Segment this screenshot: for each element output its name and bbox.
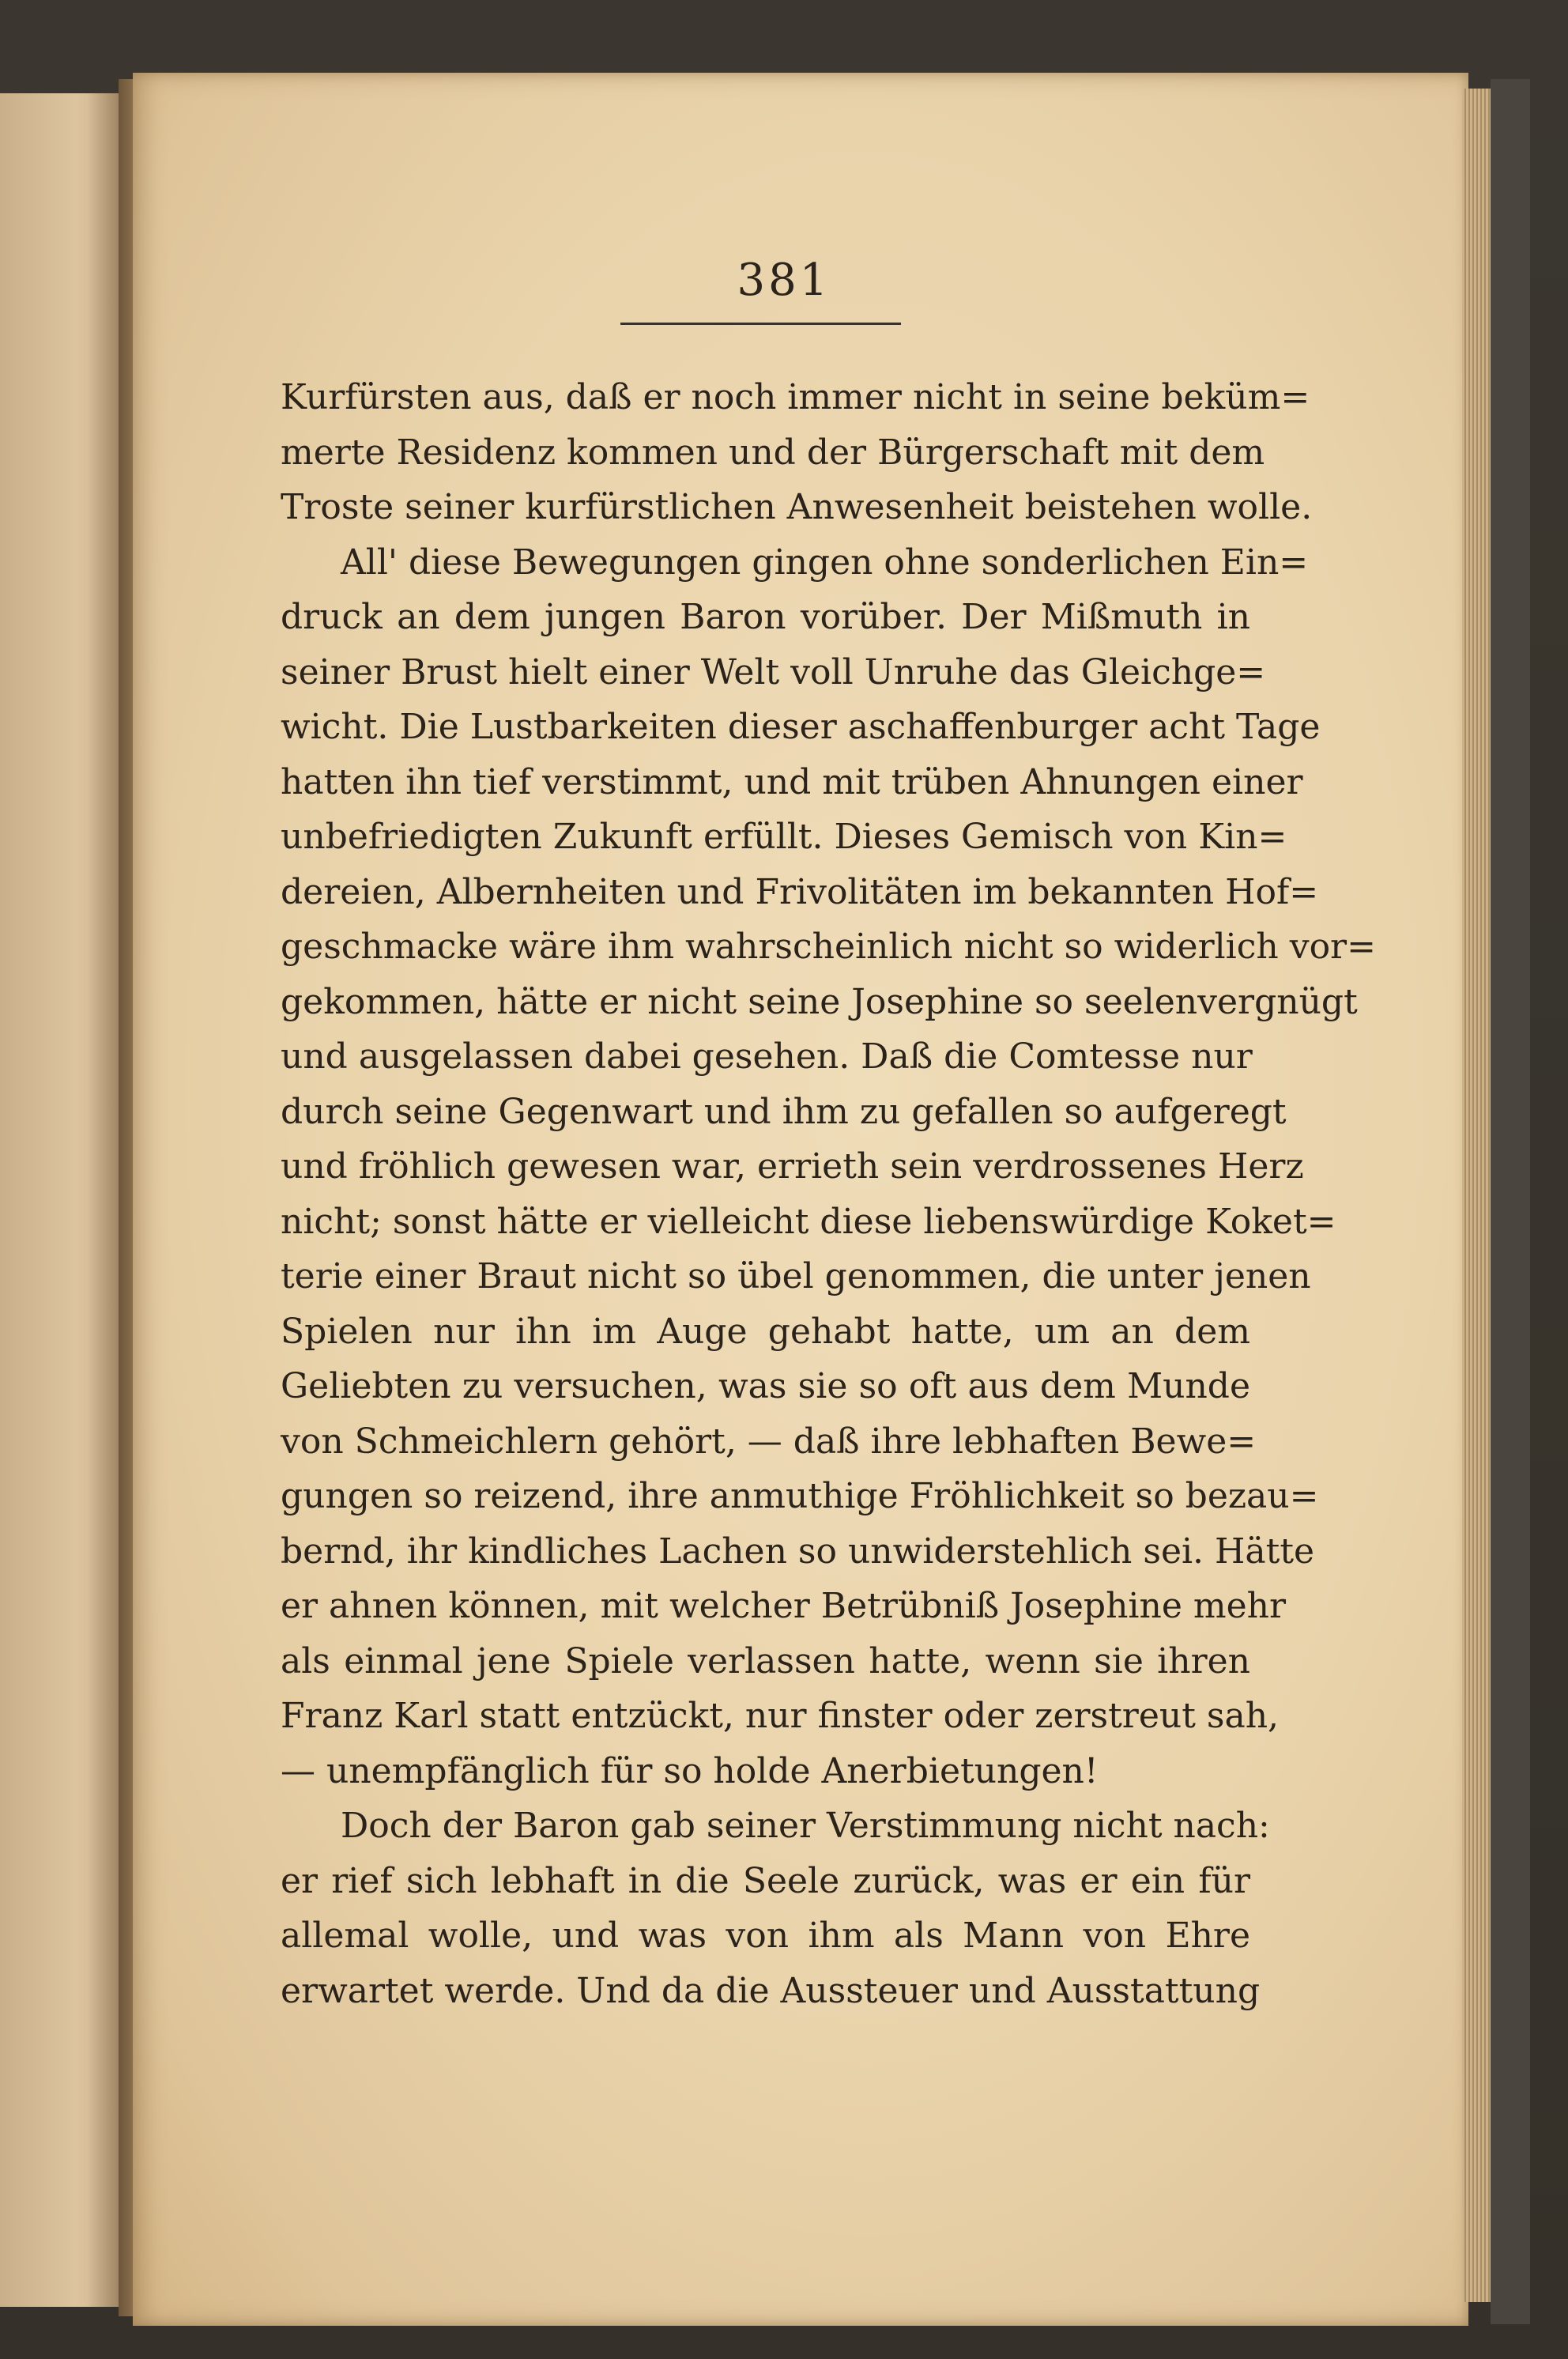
- text-line: gekommen, hätte er nicht seine Josephine so seelenvergnügt: [281, 981, 1358, 1022]
- text-line: Geliebten zu versuchen, was sie so oft aus dem Munde: [281, 1366, 1250, 1406]
- text-line: Franz Karl statt entzückt, nur finster oder zerstreut sah,: [281, 1696, 1280, 1736]
- text-line: unbefriedigten Zukunft erfüllt. Dieses Gemisch von Kin=: [281, 817, 1287, 857]
- text-line: seiner Brust hielt einer Welt voll Unruhe das Gleichge=: [281, 651, 1266, 693]
- text-line: dereien, Albernheiten und Frivolitäten im bekannten Hof=: [281, 871, 1319, 912]
- text-line: — unempfänglich für so holde Anerbietungen!: [281, 1750, 1099, 1791]
- text-line: bernd, ihr kindliches Lachen so unwiderstehlich sei. Hätte: [281, 1531, 1315, 1572]
- text-line: Troste seiner kurfürstlichen Anwesenheit beistehen wolle.: [281, 487, 1313, 527]
- text-line: durch seine Gegenwart und ihm zu gefallen so aufgeregt: [281, 1091, 1287, 1132]
- text-line: er rief sich lebhaft in die Seele zurück, was er ein für: [281, 1860, 1250, 1901]
- page-stack-edge: [1462, 89, 1491, 2302]
- text-line: hatten ihn tief verstimmt, und mit trüben Ahnungen einer: [281, 761, 1303, 802]
- text-line: Doch der Baron gab seiner Verstimmung nicht nach:: [341, 1806, 1270, 1846]
- text-line: Kurfürsten aus, daß er noch immer nicht in seine beküm=: [281, 377, 1310, 417]
- text-line: geschmacke wäre ihm wahrscheinlich nicht so widerlich vor=: [281, 927, 1376, 967]
- text-line: druck an dem jungen Baron vorüber. Der Mißmuth in: [281, 597, 1250, 637]
- text-line: nicht; sonst hätte er vielleicht diese liebenswürdige Koket=: [281, 1201, 1336, 1242]
- text-line: allemal wolle, und was von ihm als Mann von Ehre: [281, 1916, 1250, 1956]
- header-rule: [620, 323, 901, 325]
- text-line: erwartet werde. Und da die Aussteuer und Ausstattung: [281, 1970, 1261, 2011]
- text-line: als einmal jene Spiele verlassen hatte, wenn sie ihren: [281, 1640, 1250, 1681]
- page-number: 381: [737, 255, 831, 306]
- text-line: von Schmeichlern gehört, — daß ihre lebhaften Bewe=: [281, 1421, 1257, 1462]
- text-line: und ausgelassen dabei gesehen. Daß die Comtesse nur: [281, 1036, 1253, 1077]
- text-line: Spielen nur ihn im Auge gehabt hatte, um an dem: [281, 1311, 1250, 1352]
- text-line: merte Residenz kommen und der Bürgerschaft mit dem: [281, 432, 1265, 473]
- text-line: wicht. Die Lustbarkeiten dieser aschaffenburger acht Tage: [281, 707, 1321, 747]
- text-line: und fröhlich gewesen war, errieth sein verdrossenes Herz: [281, 1146, 1304, 1187]
- text-line: terie einer Braut nicht so übel genommen, die unter jenen: [281, 1256, 1311, 1297]
- body-text: [281, 370, 1376, 2018]
- book-cover-edge: [1491, 79, 1530, 2324]
- text-line: All' diese Bewegungen gingen ohne sonderlichen Ein=: [341, 542, 1309, 583]
- text-line: er ahnen können, mit welcher Betrübniß Josephine mehr: [281, 1586, 1286, 1626]
- text-line: gungen so reizend, ihre anmuthige Fröhlichkeit so bezau=: [281, 1476, 1319, 1516]
